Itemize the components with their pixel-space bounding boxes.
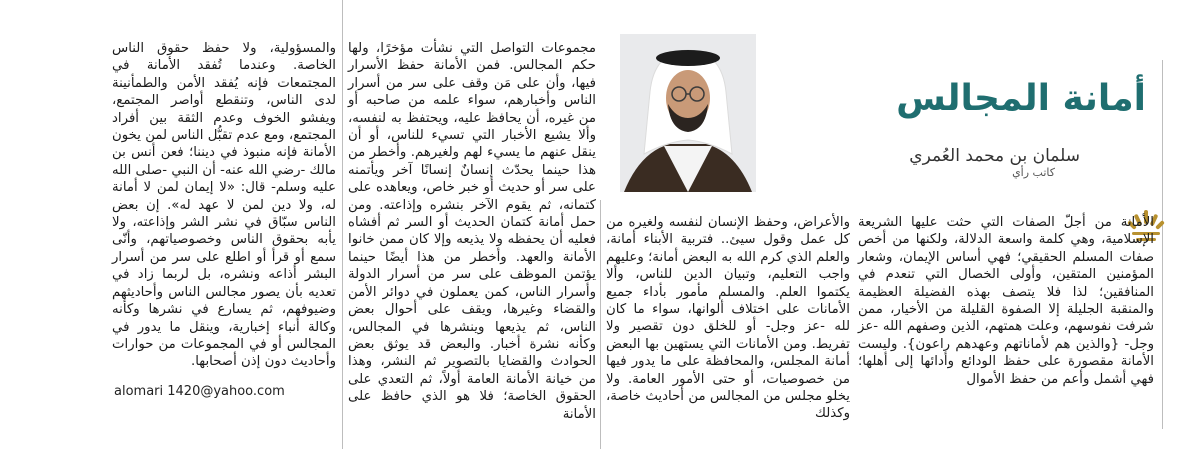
article-column-4 <box>112 40 336 371</box>
column-text: مجموعات التواصل التي نشأت مؤخرًا، ولها حكم المجالس. فمن الأمانة حفظ الأسرار فيها، وأن على مَن وقف على سر من أسرار الناس وأخبارهم، سواء علمه من صاحبه أو من غيره، أن يحافظ عليه، ويحتفظ به لنفسه، وألا يشيع الأخبار التي تسيء للناس، أو أن ينقل عنهم ما يسيء لهم ولغيرهم. وأخطر من هذا حينما يحدّث إنسانٌ إنسانًا آخر ويأتمنه على سر أو حديث أو خبر خاص، ويعاهده على كتمانه، ثم يقوم الآخر بنشره وإذاعته. ومن حمل أمانة كتمان الحديث أو السر ثم أفشاه فعليه أن يحفظه ولا يذيعه وإلا كان ممن خانوا الأمانة والعهد. وأخطر من هذا أيضًا حينما يؤتمن الموظف على سر من أسرار الدولة وأسرار الناس، كمن يعملون في دوائر الأمن والقضاء وغيرها، ويقف على أحوال بعض الناس، ثم يذيعها وينشرها في المجالس، وكأنه نشرة أخبار. والبعض قد يوثق بعض الحوادث والقضايا بالتصوير ثم النشر، وهذا من خيانة الأمانة العامة أولاً، ثم التعدي على الحقوق الخاصة؛ فلا هو الذي حافظ على الأمانة <box>348 41 596 422</box>
author-photo <box>620 34 756 192</box>
column-text: والمسؤولية، ولا حفظ حقوق الناس الخاصة. وعندما تُفقد الأمانة في المجتمعات فإنه يُفقد الأمن والطمأنينة لدى الناس، وتنقطع أواصر المجتمع، ويفشو الخوف وعدم الثقة بين أفراد المجتمع، ومع عدم تقبُّل الناس لمن يخون الأمانة فإنه منبوذ في ديننا؛ فعن أنس بن مالك -رضي الله عنه- أن النبي -صلى الله عليه وسلم- قال: «لا إيمان لمن لا أمانة له، ولا دين لمن لا عهد له». إن بعض الناس سبّاق في نشر الشر وإذاعته، ولا يأبه بحقوق الناس وخصوصياتهم، وأنّى سمع أو قرأ أو اطلع على سر من أسرار البشر أذاعه ونشره، بل لربما زاد في تعديه بأن يصور مجالس الناس وأحاديثهم وضيوفهم، ثم يسارع في نشرها وكأنه وكالة أنباء إخبارية، وينقل ما يدور في المجالس أو في المجموعات من حوارات وأحاديث دون إذن أصحابها. <box>112 41 336 370</box>
article-column-2 <box>606 214 850 423</box>
column-text: والأعراض، وحفظ الإنسان لنفسه ولغيره من كل عمل وقول سيئ.. فتربية الأبناء أمانة، والعلم الذي كرم الله به البعض أمانة؛ وعليهم واجب التعليم، وتبيان الدين للناس، وألا يكتموا العلم. والمسلم مأمور بأداء جميع الأمانات على اختلاف ألوانها، سواء ما كان لله -عز وجل- أو للخلق دون تقصير ولا تفريط. ومن الأمانات التي يستهين بها البعض أمانة المجلس، والمحافظة على ما يدور فيها من خصوصيات، أو حتى الأمور العامة. ولا يخلو مجلس من المجالس من أحاديث خاصة، وكذلك <box>606 215 850 422</box>
author-role: كاتب رأي <box>1012 166 1055 179</box>
author-name: سلمان بن محمد العُمري <box>909 146 1080 166</box>
column-divider <box>600 200 601 449</box>
article-title: أمانة المجالس <box>896 78 1146 119</box>
article-column-1 <box>858 214 1154 388</box>
author-email: alomari 1420@yahoo.com <box>114 384 285 399</box>
column-divider <box>342 0 343 449</box>
article-column-3 <box>348 40 596 423</box>
column-text: الأمانة من أجلّ الصفات التي حثت عليها الشريعة الإسلامية، وهي كلمة واسعة الدلالة، ولكنها من أخص صفات المسلم الحقيقي؛ فهي أساس الإيمان، وشعار المؤمنين المتقين، وأولى الخصال التي تنعدم في المنافقين؛ لذا فلا يتصف بهذه الفضيلة العظيمة والمنقبة الجليلة إلا الصفوة القليلة من الأخيار، ممن شرفت نفوسهم، وعلت همتهم، الذين وصفهم الله -عز وجل- {والذين هم لأماناتهم وعهدهم راعون}. وليست الأمانة مقصورة على حفظ الودائع وأدائها إلى أهلها؛ فهي أشمل وأعم من حفظ الأموال <box>858 215 1154 387</box>
